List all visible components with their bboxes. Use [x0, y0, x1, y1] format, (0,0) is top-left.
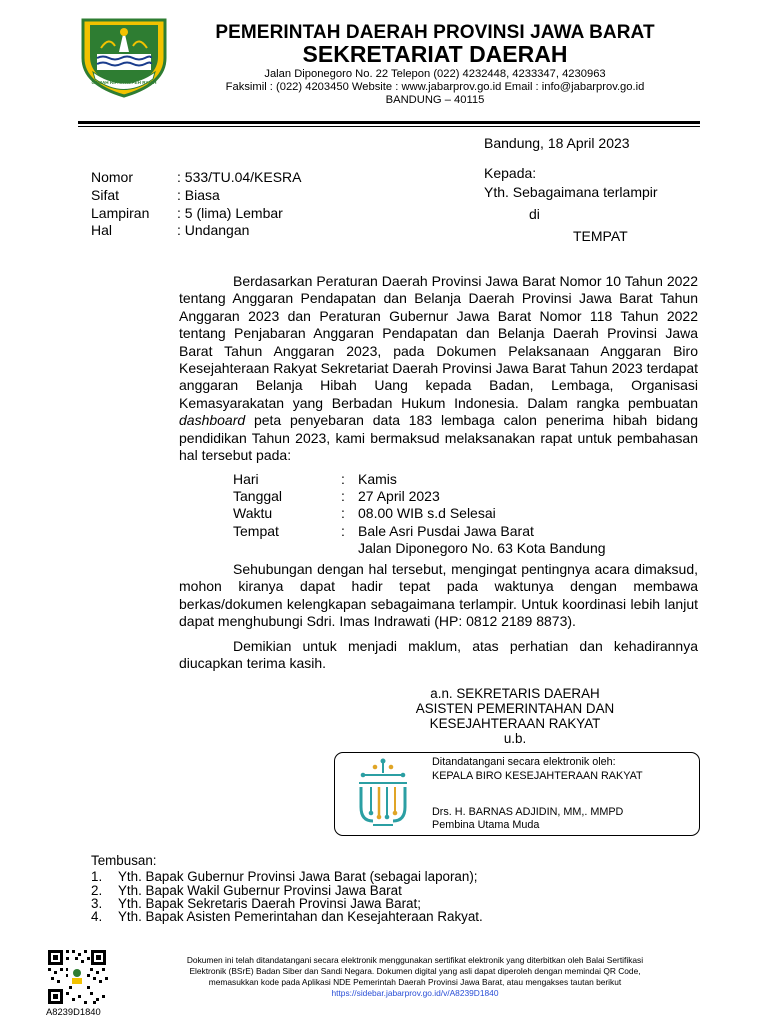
event-label-tanggal: Tanggal	[233, 488, 283, 504]
meta-label-nomor: Nomor	[91, 169, 134, 185]
office-name: SEKRETARIAT DAERAH	[302, 41, 568, 67]
event-value-tempat-address: Jalan Diponegoro No. 63 Kota Bandung	[358, 540, 606, 556]
event-value-tanggal: 27 April 2023	[358, 488, 440, 504]
meta-label-hal: Hal	[91, 222, 113, 238]
tembusan-heading: Tembusan:	[91, 853, 157, 868]
event-details	[233, 471, 693, 561]
event-value-waktu: 08.00 WIB s.d Selesai	[358, 505, 496, 521]
tembusan-item-number: 4.	[91, 909, 103, 924]
office-address: Jalan Diponegoro No. 22 Telepon (022) 4232448, 4233347, 4230963	[264, 68, 606, 80]
footer-line-2: Elektronik (BSrE) Badan Siber dan Sandi Negara. Dokumen digital yang asli dapat diperoleh dengan memindai QR Code,	[189, 966, 641, 976]
body-p1-italic: dashboard	[179, 412, 246, 429]
letter-date: Bandung, 18 April 2023	[484, 135, 630, 151]
tembusan-item-text: Yth. Bapak Wakil Gubernur Provinsi Jawa Barat	[118, 883, 402, 898]
government-name: PEMERINTAH DAERAH PROVINSI JAWA BARAT	[215, 22, 655, 43]
letterhead-rule-thin	[78, 126, 700, 127]
tembusan-item-number: 1.	[91, 869, 103, 884]
qr-code-label: A8239D1840	[46, 1006, 101, 1017]
meta-value-hal: : Undangan	[177, 222, 250, 238]
signer-rank: Pembina Utama Muda	[432, 819, 540, 831]
recipient-yth: Yth. Sebagaimana terlampir	[484, 184, 658, 200]
event-label-waktu: Waktu	[233, 505, 273, 521]
tembusan-item-text: Yth. Bapak Sekretaris Daerah Provinsi Jawa Barat;	[118, 896, 421, 911]
jawa-barat-emblem	[73, 14, 175, 98]
meta-value-nomor: : 533/TU.04/KESRA	[177, 169, 302, 185]
meta-value-sifat: : Biasa	[177, 187, 220, 203]
signature-line-4: u.b.	[503, 731, 527, 746]
tembusan-item-text: Yth. Bapak Gubernur Provinsi Jawa Barat (sebagai laporan);	[118, 869, 478, 884]
event-label-hari: Hari	[233, 471, 259, 487]
verification-link[interactable]: https://sidebar.jabarprov.go.id/v/A8239D1840	[331, 988, 499, 998]
signature-title-block	[365, 686, 665, 746]
recipient-kepada: Kepada:	[484, 165, 537, 181]
qr-code-icon	[46, 948, 108, 1006]
event-colon: :	[341, 523, 345, 539]
meta-label-sifat: Sifat	[91, 187, 120, 203]
tembusan-item-text: Yth. Bapak Asisten Pemerintahan dan Kesejahteraan Rakyat.	[118, 909, 483, 924]
footer-disclaimer	[120, 955, 710, 999]
signature-line-2: ASISTEN PEMERINTAHAN DAN	[415, 701, 615, 716]
footer-line-3: memasukkan kode pada Aplikasi NDE Pemerintah Daerah Provinsi Jawa Barat, atau mengakses tautan berikut	[208, 977, 622, 987]
event-label-tempat: Tempat	[233, 523, 279, 539]
event-colon: :	[341, 471, 345, 487]
emblem-ribbon-text: GEMAH RIPAH REPEH RAPIH	[91, 80, 157, 85]
tembusan-item-number: 2.	[91, 883, 103, 898]
signer-position: KEPALA BIRO KESEJAHTERAAN RAKYAT	[432, 770, 643, 782]
body-p1-text-a: Berdasarkan Peraturan Daerah Provinsi Jawa Barat Nomor 10 Tahun 2022 tentang Anggaran Pendapatan dan Belanja Daerah Provinsi Jawa Barat Tahun Anggaran 2023 dan Peraturan Gubernur Jawa Barat Nomor 118 Tahun 2022 tentang Penjabaran Anggaran Pendapatan dan Belanja Daerah Provinsi Jawa Barat Tahun Anggaran 2023, pada Dokumen Pelaksanaan Anggaran Biro Kesejahteraan Rakyat Sekretariat Daerah Provinsi Jawa Barat Tahun 2023 terdapat anggaran Belanja Hibah Uang kepada Badan, Lembaga, Organisasi Kemasyarakatan yang Berbadan Hukum Indonesia. Dalam rangka pembuatan	[179, 273, 698, 411]
recipient-tempat: TEMPAT	[573, 228, 628, 244]
signature-seal-icon	[347, 757, 419, 831]
body-paragraph-3: Demikian untuk menjadi maklum, atas perhatian dan kehadirannya diucapkan terima kasih.	[179, 638, 698, 672]
signature-line-3: KESEJAHTERAAN RAKYAT	[429, 716, 601, 731]
office-contact: Faksimil : (022) 4203450 Website : www.jabarprov.go.id Email : info@jabarprov.go.id	[225, 81, 645, 93]
electronic-signature-box	[334, 752, 700, 836]
letterhead-rule-thick	[78, 121, 700, 124]
signer-name: Drs. H. BARNAS ADJIDIN, MM,. MMPD	[432, 806, 624, 818]
event-colon: :	[341, 488, 345, 504]
signature-line-1: a.n. SEKRETARIS DAERAH	[430, 686, 600, 701]
meta-label-lampiran: Lampiran	[91, 205, 150, 221]
office-city-postal: BANDUNG – 40115	[385, 94, 485, 106]
body-paragraph-2: Sehubungan dengan hal tersebut, mengingat pentingnya acara dimaksud, mohon kiranya dapat hadir tepat pada waktunya dengan membawa berkas/dokumen kelengkapan sebagaimana terlampir. Untuk koordinasi lebih lanjut dapat menghubungi Sdri. Imas Indrawati (HP: 0812 2189 8873).	[179, 561, 698, 630]
body-p1-text-b: peta penyebaran data 183 lembaga calon penerima hibah bidang pendidikan Tahun 2023, kami bermaksud melaksanakan rapat untuk pembahasan hal tersebut pada:	[179, 412, 698, 464]
event-value-hari: Kamis	[358, 471, 397, 487]
event-colon: :	[341, 505, 345, 521]
recipient-di: di	[529, 206, 540, 222]
tembusan-item-number: 3.	[91, 896, 103, 911]
event-value-tempat: Bale Asri Pusdai Jawa Barat	[358, 523, 534, 539]
signed-by-label: Ditandatangani secara elektronik oleh:	[432, 756, 616, 768]
body-paragraph-1	[179, 273, 698, 464]
footer-line-1: Dokumen ini telah ditandatangani secara elektronik menggunakan sertifikat elektronik yang diterbitkan oleh Balai Sertifikasi	[186, 955, 644, 965]
meta-value-lampiran: : 5 (lima) Lembar	[177, 205, 283, 221]
